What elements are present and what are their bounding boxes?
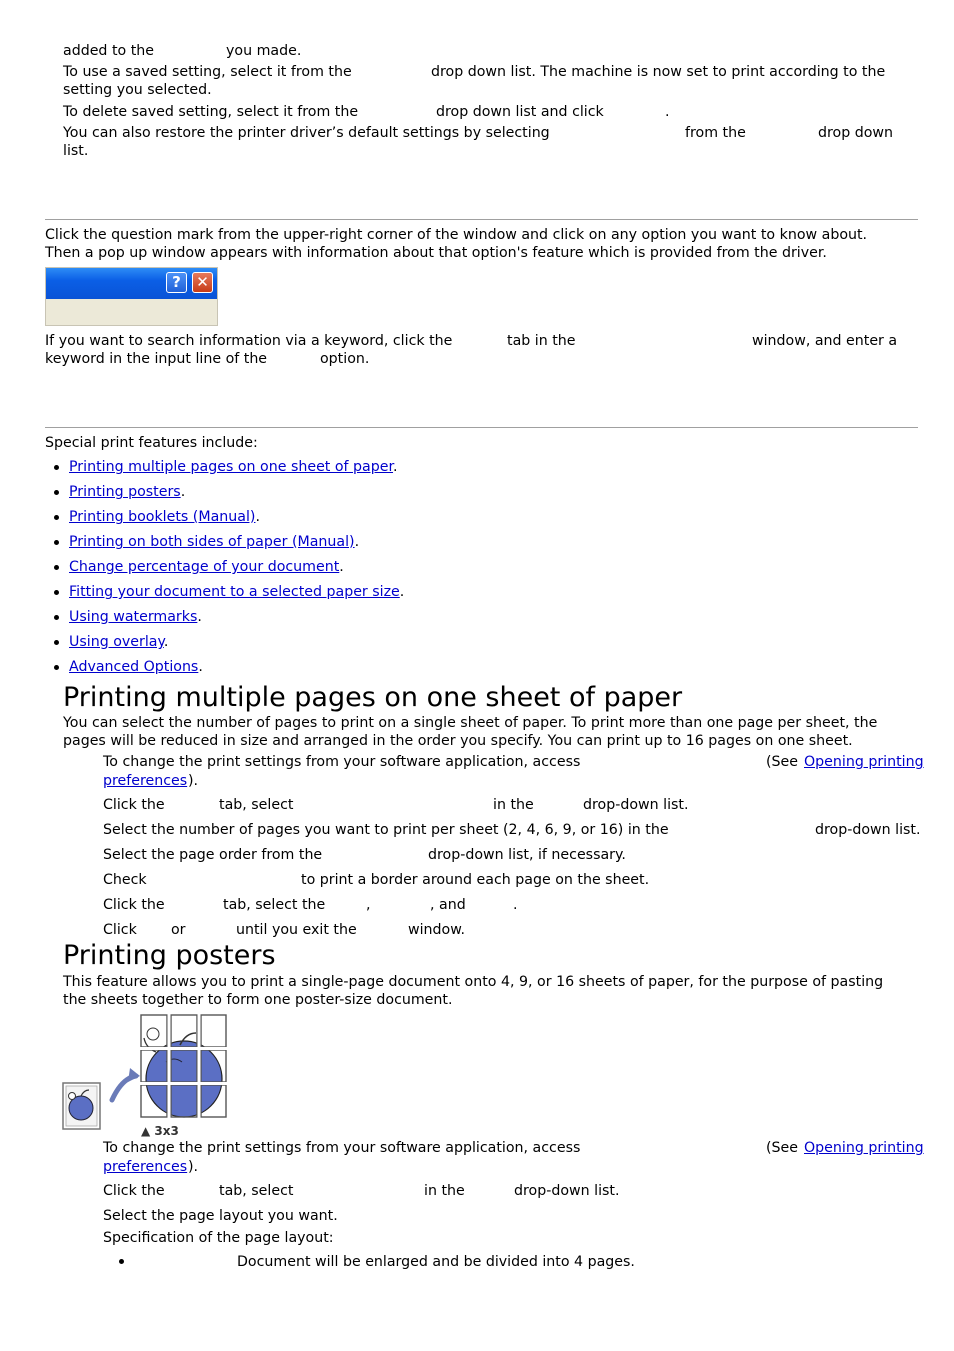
link-advanced-options[interactable]: Advanced Options [69, 659, 199, 675]
link-change-percentage[interactable]: Change percentage of your document [69, 559, 340, 575]
list-item [45, 458, 404, 483]
text: . [513, 897, 518, 913]
paragraph-line: pages will be reduced in size and arranged in the order you specify. You can print up to 16 pages on one sheet. [63, 733, 853, 749]
text: drop-down list, if necessary. [428, 847, 626, 863]
bullet [119, 1259, 124, 1264]
step-text: To change the print settings from your software application, access [103, 1140, 581, 1156]
list-item [45, 658, 404, 683]
text: added to the [63, 43, 154, 59]
paragraph-line: This feature allows you to print a single-page document onto 4, 9, or 16 sheets of paper, for the purpose of pasting [63, 974, 884, 990]
link-fit-paper-size[interactable]: Fitting your document to a selected paper size [69, 584, 400, 600]
step-text: Click the [103, 897, 165, 913]
text: or [171, 922, 186, 938]
text: from the [685, 125, 746, 141]
text: ). [188, 1159, 199, 1175]
step-text: Select the page layout you want. [103, 1208, 338, 1224]
window-titlebar-snapshot [45, 267, 218, 326]
step-text: Specification of the page layout: [103, 1230, 334, 1246]
link-opening-printing[interactable]: Opening printing [804, 754, 924, 770]
step-text: Check [103, 872, 147, 888]
paragraph-line: You can select the number of pages to print on a single sheet of paper. To print more than one page per sheet, the [63, 715, 878, 731]
text: in the [424, 1183, 465, 1199]
step-text: Click the [103, 1183, 165, 1199]
text: window. [408, 922, 466, 938]
text: in the [493, 797, 534, 813]
list-item [45, 558, 404, 583]
list-item [45, 583, 404, 608]
text: . [665, 104, 670, 120]
link-booklets[interactable]: Printing booklets (Manual) [69, 509, 256, 525]
text: (See [766, 1140, 798, 1156]
link-both-sides[interactable]: Printing on both sides of paper (Manual) [69, 534, 355, 550]
text: To use a saved setting, select it from the [63, 64, 352, 80]
link-preferences[interactable]: preferences [103, 773, 188, 789]
paragraph-line: Then a pop up window appears with information about that option's feature which is provided from the driver. [45, 245, 827, 261]
text: tab, select [219, 797, 294, 813]
step-text: Select the page order from the [103, 847, 323, 863]
list-item [45, 633, 404, 658]
divider [45, 219, 918, 220]
punct: . [180, 484, 186, 500]
text: until you exit the [236, 922, 357, 938]
text: tab, select [219, 1183, 294, 1199]
close-icon[interactable]: ✕ [192, 272, 213, 293]
section-heading: Printing posters [63, 940, 276, 971]
figure-caption: ▲ 3x3 [141, 1124, 179, 1138]
text: You can also restore the printer driver’s default settings by selecting [63, 125, 550, 141]
source-page-icon [63, 1083, 100, 1129]
punct: . [393, 459, 398, 475]
link-overlay[interactable]: Using overlay [69, 634, 164, 650]
text: drop down list and click [436, 104, 604, 120]
text: window, and enter a [752, 333, 898, 349]
text: option. [320, 351, 370, 367]
list-item [45, 483, 404, 508]
text: ). [188, 773, 199, 789]
link-posters[interactable]: Printing posters [69, 484, 181, 500]
step-text: To change the print settings from your software application, access [103, 754, 581, 770]
divider [45, 427, 918, 428]
punct: . [197, 609, 202, 625]
punct: . [399, 584, 405, 600]
link-preferences[interactable]: preferences [103, 1159, 188, 1175]
text: drop-down list. [815, 822, 921, 838]
titlebar [46, 268, 217, 299]
text: Document will be enlarged and be divided into 4 pages. [237, 1254, 635, 1270]
text: list. [63, 143, 89, 159]
text: drop down [818, 125, 894, 141]
poster-illustration [60, 1012, 230, 1140]
paragraph-line: Click the question mark from the upper-right corner of the window and click on any option you want to know about. [45, 227, 868, 243]
text: tab in the [507, 333, 576, 349]
text: , and [430, 897, 466, 913]
text: To delete saved setting, select it from the [63, 104, 359, 120]
text: If you want to search information via a keyword, click the [45, 333, 453, 349]
text: drop-down list. [583, 797, 689, 813]
text: drop down list. The machine is now set to print according to the [431, 64, 886, 80]
punct: . [255, 509, 260, 525]
punct: . [339, 559, 344, 575]
text: tab, select the [223, 897, 326, 913]
list-item [45, 508, 404, 533]
step-text: Click the [103, 797, 165, 813]
link-multiple-pages[interactable]: Printing multiple pages on one sheet of paper [69, 459, 394, 475]
section-heading: Printing multiple pages on one sheet of paper [63, 682, 683, 713]
punct: . [163, 634, 169, 650]
link-watermarks[interactable]: Using watermarks [69, 609, 198, 625]
arrow-icon [112, 1068, 140, 1100]
step-text: Select the number of pages you want to print per sheet (2, 4, 6, 9, or 16) in the [103, 822, 669, 838]
text: to print a border around each page on the sheet. [301, 872, 650, 888]
text: you made. [226, 43, 302, 59]
paragraph-line: the sheets together to form one poster-size document. [63, 992, 453, 1008]
text: (See [766, 754, 798, 770]
link-opening-printing[interactable]: Opening printing [804, 1140, 924, 1156]
list-item [45, 533, 404, 558]
text: keyword in the input line of the [45, 351, 268, 367]
punct: . [354, 534, 360, 550]
poster-grid [138, 1012, 228, 1120]
list-item [45, 608, 404, 633]
section-intro: Special print features include: [45, 435, 258, 451]
feature-list [45, 458, 404, 683]
step-text: Click [103, 922, 137, 938]
text: , [366, 897, 371, 913]
text: setting you selected. [63, 82, 212, 98]
punct: . [198, 659, 203, 675]
text: drop-down list. [514, 1183, 620, 1199]
help-icon[interactable]: ? [166, 272, 187, 293]
